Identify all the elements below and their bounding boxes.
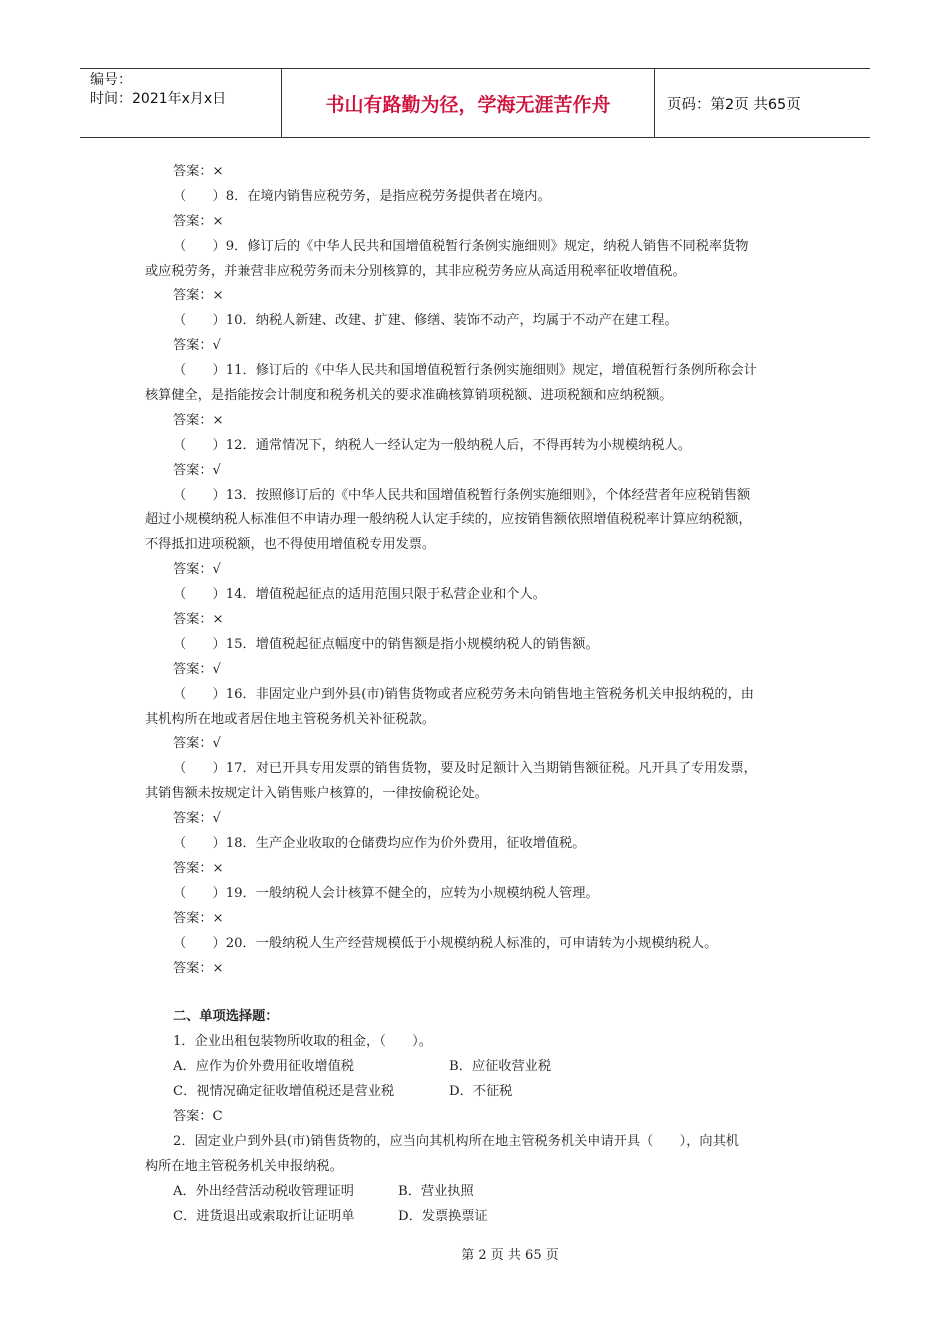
text-line: 答案：× [173,910,224,926]
text-line: 答案：× [173,860,224,876]
text-line: 其销售额未按规定计入销售账户核算的，一律按偷税论处。 [145,786,488,802]
text-line: （ ）16．非固定业户到外县(市)销售货物或者应税劳务未向销售地主管税务机关申报纳税的，由 [173,686,754,702]
page-header [80,68,870,138]
text-line: 答案：√ [173,661,221,677]
text-line: 不得抵扣进项税额，也不得使用增值税专用发票。 [145,537,436,553]
text-line: （ ）18．生产企业收取的仓储费均应作为价外费用，征收增值税。 [173,836,586,852]
option-a: A．应作为价外费用征收增值税 [173,1059,354,1075]
text-line: 答案：× [173,288,224,304]
text-line: 答案：√ [173,462,221,478]
text-line: （ ）12．通常情况下，纳税人一经认定为一般纳税人后，不得再转为小规模纳税人。 [173,437,691,453]
text-line: 答案：× [173,412,224,428]
text-line: 或应税劳务，并兼营非应税劳务而未分别核算的，其非应税劳务应从高适用税率征收增值税。 [145,263,686,279]
header-motto: 书山有路勤为径，学海无涯苦作舟 [282,69,655,137]
text-line: 答案：× [173,612,224,628]
text-line: （ ）13．按照修订后的《中华人民共和国增值税暂行条例实施细则》，个体经营者年应税销售额 [173,487,751,503]
text-line: （ ）19．一般纳税人会计核算不健全的，应转为小规模纳税人管理。 [173,885,599,901]
option-c: C．视情况确定征收增值税还是营业税 [173,1084,395,1100]
text-line: 答案：√ [173,338,221,354]
question-1: 1．企业出租包装物所收取的租金，（ ）。 [173,1034,432,1050]
text-line: （ ）10．纳税人新建、改建、扩建、修缮、装饰不动产，均属于不动产在建工程。 [173,313,678,329]
text-line: （ ）8．在境内销售应税劳务，是指应税劳务提供者在境内。 [173,188,551,204]
text-line: 超过小规模纳税人标准但不申请办理一般纳税人认定手续的，应按销售额依照增值税税率计算应纳税额， [145,512,752,528]
text-line: 答案：√ [173,562,221,578]
text-line: 答案：× [173,213,224,229]
option-a: A．外出经营活动税收管理证明 [173,1183,354,1199]
text-line: （ ）15．增值税起征点幅度中的销售额是指小规模纳税人的销售额。 [173,636,599,652]
text-line: 答案：√ [173,811,221,827]
page-footer: 第 2 页 共 65 页 [461,1248,559,1263]
text-line: 核算健全，是指能按会计制度和税务机关的要求准确核算销项税额、进项税额和应纳税额。 [145,388,673,404]
question-2-line-1: 2．固定业户到外县(市)销售货物的，应当向其机构所在地主管税务机关申请开具（ ），向其机 [173,1133,739,1149]
option-d: D．不征税 [449,1084,513,1100]
text-line: （ ）20．一般纳税人生产经营规模低于小规模纳税人标准的，可申请转为小规模纳税人。 [173,935,718,951]
question-2-options-cd [145,1205,810,1230]
option-b: B．应征收营业税 [449,1059,552,1075]
text-line: （ ）17．对已开具专用发票的销售货物，要及时足额计入当期销售额征税。凡开具了专用发票， [173,761,757,777]
question-2-line-2: 构所在地主管税务机关申报纳税。 [145,1158,343,1174]
document-number-label: 编号： [90,72,132,88]
text-line: （ ）11．修订后的《中华人民共和国增值税暂行条例实施细则》规定，增值税暂行条例所称会计 [173,363,757,379]
header-meta [80,69,282,137]
question-1-options-ab [145,1055,810,1080]
section-gap [145,981,810,1005]
option-b: B．营业执照 [398,1183,474,1199]
text-line: 答案：× [173,164,224,179]
section-title: 二、单项选择题： [173,1009,279,1025]
option-d: D．发票换票证 [398,1208,488,1224]
question-1-options-cd [145,1080,810,1105]
question-2-options-ab [145,1180,810,1205]
header-page-info: 页码：第2页 共65页 [667,96,801,113]
option-c: C．进货退出或索取折让证明单 [173,1208,355,1224]
text-line: 答案：√ [173,736,221,752]
text-line: 答案：× [173,960,224,976]
text-line: 其机构所在地或者居住地主管税务机关补征税款。 [145,711,436,727]
document-body [145,160,810,1229]
text-line: （ ）14．增值税起征点的适用范围只限于私营企业和个人。 [173,587,546,603]
document-date: 时间：2021年x月x日 [90,91,227,107]
question-1-answer: 答案：C [173,1108,223,1124]
text-line: （ ）9．修订后的《中华人民共和国增值税暂行条例实施细则》规定，纳税人销售不同税率货物 [173,238,749,254]
